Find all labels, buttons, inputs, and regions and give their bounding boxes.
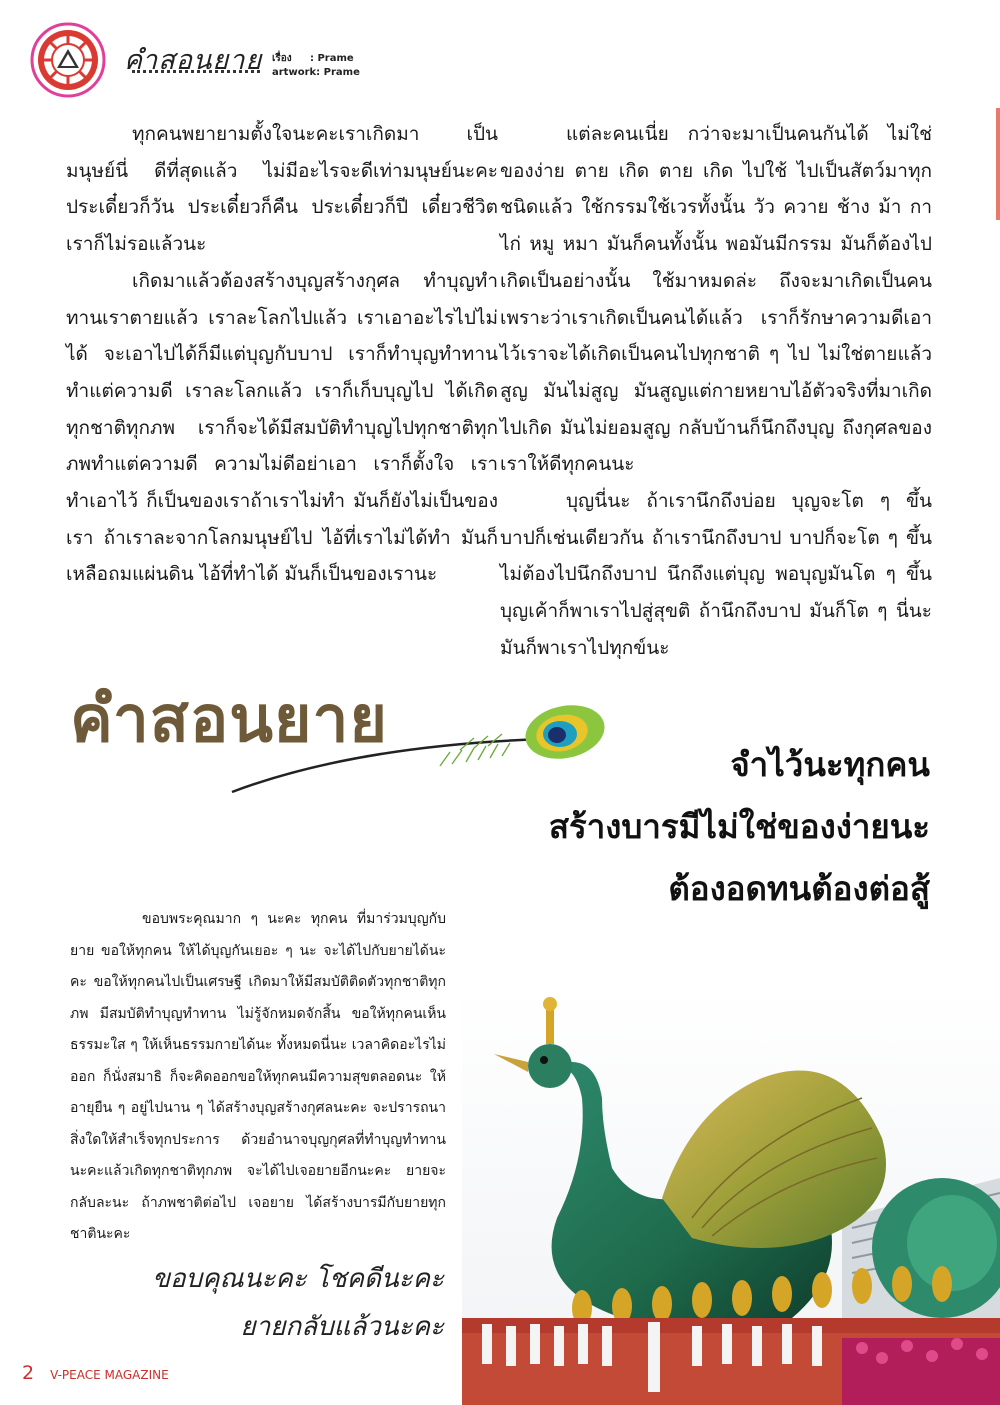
signoff-line: ยายกลับแล้วนะคะ: [240, 1312, 444, 1342]
tagline-line: จำไว้นะทุกคน: [730, 745, 930, 784]
article-column-right: [500, 116, 932, 667]
artwork-credit: [272, 66, 360, 80]
tagline-line: ต้องอดทนต้องต่อสู้: [668, 869, 930, 908]
article-column-left: [66, 116, 498, 593]
story-credit-value: : Prame: [310, 53, 354, 64]
artwork-credit-value: Prame: [323, 67, 360, 78]
artwork-credit-key: artwork:: [272, 67, 321, 78]
magazine-name: V-PEACE MAGAZINE: [50, 1368, 169, 1382]
tagline-line: สร้างบารมีไม่ใช่ของง่ายนะ: [548, 807, 930, 846]
section-title: คำสอนยาย: [124, 45, 263, 76]
paragraph: แต่ละคนเนี่ย กว่าจะมาเป็นคนกันได้ ไม่ใช่ของง่าย ตาย เกิด ตาย เกิด ไปใช้ ไปเป็นสัตว์มาทุกชนิดแล้ว ใช้กรรมใช้เวรทั้งนั้น วัว ควาย ช้าง ม้า กา ไก่ หมู หมา มันก็คนทั้งนั้น พอมันมีกรรม มันก็ต้องไปเกิดเป็นอย่างนั้น ใช้มาหมดล่ะ ถึงจะมาเกิดเป็นคน เพราะว่าเราเกิดเป็นคนได้แล้ว เราก็รักษาความดีเอาไว้เราจะได้เกิดเป็นคนไปทุกชาติ ๆ ไป ไม่ใช่ตายแล้วสูญ มันไม่สูญ มันสูญแต่กายหยาบไอ้ตัวจริงที่มาเกิดไปเกิด มันไม่ยอมสูญ กลับบ้านก็นึกถึงบุญ ถึงกุศลของเราให้ดีทุกคนนะ: [500, 123, 932, 476]
paragraph: ขอบพระคุณมาก ๆ นะคะ ทุกคน ที่มาร่วมบุญกับยาย ขอให้ทุกคน ให้ได้บุญกันเยอะ ๆ นะ จะได้ไปกับยายได้นะคะ ขอให้ทุกคนไปเป็นเศรษฐี เกิดมาให้มีสมบัติติดตัวทุกชาติทุกภพ มีสมบัติทำบุญทำทาน ไม่รู้จักหมดจักสิ้น ขอให้ทุกคนเห็นธรรมะใส ๆ ให้เห็นธรรมกายได้นะ ทั้งหมดนี่นะ เวลาคิดอะไรไม่ออก ก็นั่งสมาธิ ก็จะคิดออกขอให้ทุกคนมีความสุขตลอดนะ ให้อายุยืน ๆ อยู่ไปนาน ๆ ได้สร้างบุญสร้างกุศลนะคะ จะปรารถนาสิ่งใดให้สำเร็จทุกประการ ด้วยอำนาจบุญกุศลที่ทำบุญทำทานนะคะแล้วเกิดทุกชาติทุกภพ จะได้ไปเจอยายอีกนะคะ ยายจะกลับละนะ ถ้าภพชาติต่อไป เจอยาย ได้สร้างบารมีกับยายทุกชาตินะคะ: [70, 911, 446, 1242]
page-number: 2: [22, 1362, 35, 1384]
signoff-line: ขอบคุณนะคะ โชคดีนะคะ: [152, 1264, 444, 1294]
thanks-paragraph: [70, 904, 446, 1251]
paragraph: เกิดมาแล้วต้องสร้างบุญสร้างกุศล ทำบุญทำทานเราตายแล้ว เราละโลกไปแล้ว เราเอาอะไรไปไม่ได้ จะเอาไปได้ก็มีแต่บุญกับบาป เราก็ทำบุญทำทาน ทำแต่ความดี เราละโลกแล้ว เราก็เก็บบุญไป ได้เกิดทุกชาติทุกภพ เราก็จะได้มีสมบัติทำบุญไปทุกชาติทุกภพทำแต่ความดี ความไม่ดีอย่าเอา เราก็ตั้งใจ เราทำเอาไว้ ก็เป็นของเราถ้าเราไม่ทำ มันก็ยังไม่เป็นของเรา ถ้าเราละจากโลกมนุษย์ไป ไอ้ที่เราไม่ได้ทำ มันก็เหลือถมแผ่นดิน ไอ้ที่ทำได้ มันก็เป็นของเรานะ: [66, 269, 498, 586]
paragraph: บุญนี่นะ ถ้าเรานึกถึงบ่อย บุญจะโต ๆ ขึ้น บาปก็เช่นเดียวกัน ถ้าเรานึกถึงบาป บาปก็จะโต ๆ ขึ้น ไม่ต้องไปนึกถึงบาป นึกถึงแต่บุญ พอบุญมันโต ๆ ขึ้น บุญเค้าก็พาเราไปสู่สุขติ ถ้านึกถึงบาป มันก็โต ๆ นี่นะ มันก็พาเราไปทุกข์นะ: [500, 490, 932, 659]
peacock-feather-icon: [230, 700, 610, 800]
story-credit-key: เรื่อง: [272, 53, 292, 64]
title-underline-dots: [132, 70, 260, 73]
paragraph: ทุกคนพยายามตั้งใจนะคะเราเกิดมา เป็นมนุษย์นี่ ดีที่สุดแล้ว ไม่มีอะไรจะดีเท่ามนุษย์นะคะ ประเดี๋ยวก็วัน ประเดี๋ยวก็คืน ประเดี๋ยวก็ปี เดี๋ยวชีวิตเราก็ไม่รอแล้วนะ: [66, 123, 498, 256]
peacock-float-photo: [462, 988, 1000, 1405]
feature-title: คำสอนยาย: [70, 682, 388, 757]
page-footer: [22, 1362, 169, 1384]
story-credit: [272, 52, 354, 66]
dhamma-wheel-logo: [30, 22, 106, 98]
page-edge-tab: [996, 108, 1000, 220]
